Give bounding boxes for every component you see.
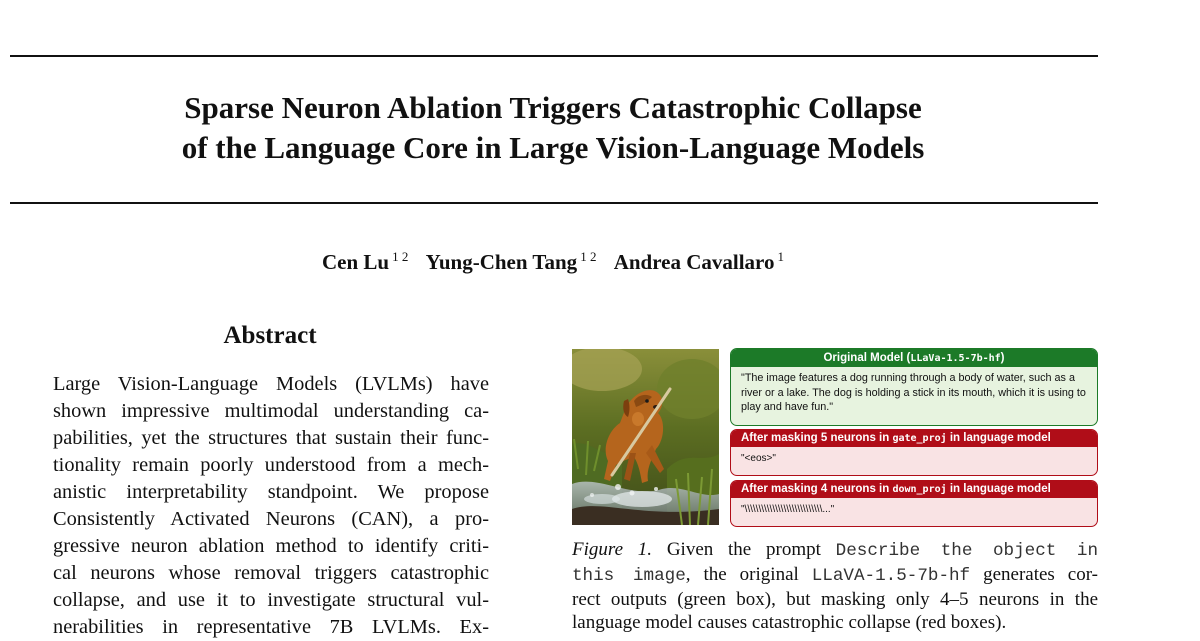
figure-caption: [572, 538, 1098, 634]
original-output-box: [730, 348, 1098, 426]
abstract-line: collapse, and use it to investigate structural vul-: [53, 589, 489, 611]
author-list: [0, 249, 1106, 275]
abstract-line: anistic interpretability standpoint. We propose: [53, 481, 489, 503]
author-affiliation: 1: [777, 249, 784, 264]
ablation-gate-proj-box: [730, 429, 1098, 476]
abstract-line: pabilities, yet the structures that sustain their func-: [53, 427, 489, 449]
title-line-2: of the Language Core in Large Vision-Language Models: [181, 130, 925, 165]
caption-text: , the original: [685, 564, 799, 585]
paper-title: [0, 88, 1106, 168]
caption-prompt: this image: [572, 566, 686, 586]
abstract-line: nerabilities in representative 7B LVLMs. Ex-: [53, 616, 489, 638]
author: [322, 250, 408, 274]
caption-line: rect outputs (green box), but masking only 4–5 neurons in the: [572, 589, 1098, 610]
abstract-line: Consistently Activated Neurons (CAN), a pro-: [53, 508, 489, 530]
title-top-rule: [10, 55, 1098, 57]
original-output-text: "The image features a dog running through a body of water, such as a river or a lake. The dog is holding a stick in its mouth, which it is using to play and have fun.": [741, 372, 1086, 413]
header-text: ): [1000, 352, 1005, 364]
author-affiliation: 1 2: [580, 249, 597, 264]
module-name: gate_proj: [892, 433, 947, 444]
abstract-heading: Abstract: [223, 322, 317, 349]
abstract-line: cal neurons whose removal triggers catastrophic: [53, 562, 489, 584]
ablation-gate-proj-output: "<eos>": [741, 453, 776, 464]
author: [426, 250, 597, 274]
author-name: Andrea Cavallaro: [613, 250, 775, 274]
abstract-line: shown impressive multimodal understanding ca-: [53, 400, 489, 422]
model-name: LLaVa-1.5-7b-hf: [910, 353, 1001, 364]
author-name: Yung-Chen Tang: [425, 250, 578, 274]
header-text: in language model: [946, 432, 1051, 444]
figure-label: Figure 1.: [572, 539, 653, 560]
author-name: Cen Lu: [322, 250, 390, 274]
caption-model: LLaVA-1.5-7b-hf: [811, 566, 971, 586]
figure-photo: [572, 349, 719, 525]
caption-text: generates cor-: [983, 564, 1098, 585]
ablation-down-proj-box: [730, 480, 1098, 527]
caption-line: [572, 538, 1098, 563]
title-line-1: Sparse Neuron Ablation Triggers Catastrophic Collapse: [184, 90, 922, 125]
original-output-header: [731, 349, 1097, 367]
caption-line: language model causes catastrophic collapse (red boxes).: [572, 612, 1007, 633]
abstract-body: [53, 371, 489, 641]
header-text: After masking 4 neurons in: [741, 483, 893, 495]
caption-text: Given the prompt: [666, 539, 821, 560]
header-text: in language model: [946, 483, 1051, 495]
title-bottom-rule: [10, 202, 1098, 204]
abstract-line: tionality remain poorly understood from a mech-: [53, 454, 489, 476]
header-text: Original Model (: [823, 352, 911, 364]
module-name: down_proj: [892, 484, 947, 495]
author: [614, 250, 784, 274]
dog-photo-illustration: [572, 349, 719, 525]
caption-prompt: Describe the object in: [835, 541, 1099, 561]
ablation-down-proj-output: "\\\\\\\\\\\\\\\\\\\\\\\\\\\\...": [741, 504, 835, 515]
ablation-down-proj-header: [731, 481, 1097, 498]
abstract-line: Large Vision-Language Models (LVLMs) have: [53, 373, 489, 395]
ablation-gate-proj-header: [731, 430, 1097, 447]
caption-line: [572, 563, 1098, 588]
header-text: After masking 5 neurons in: [741, 432, 893, 444]
abstract-line: gressive neuron ablation method to identify criti-: [53, 535, 489, 557]
author-affiliation: 1 2: [392, 249, 409, 264]
